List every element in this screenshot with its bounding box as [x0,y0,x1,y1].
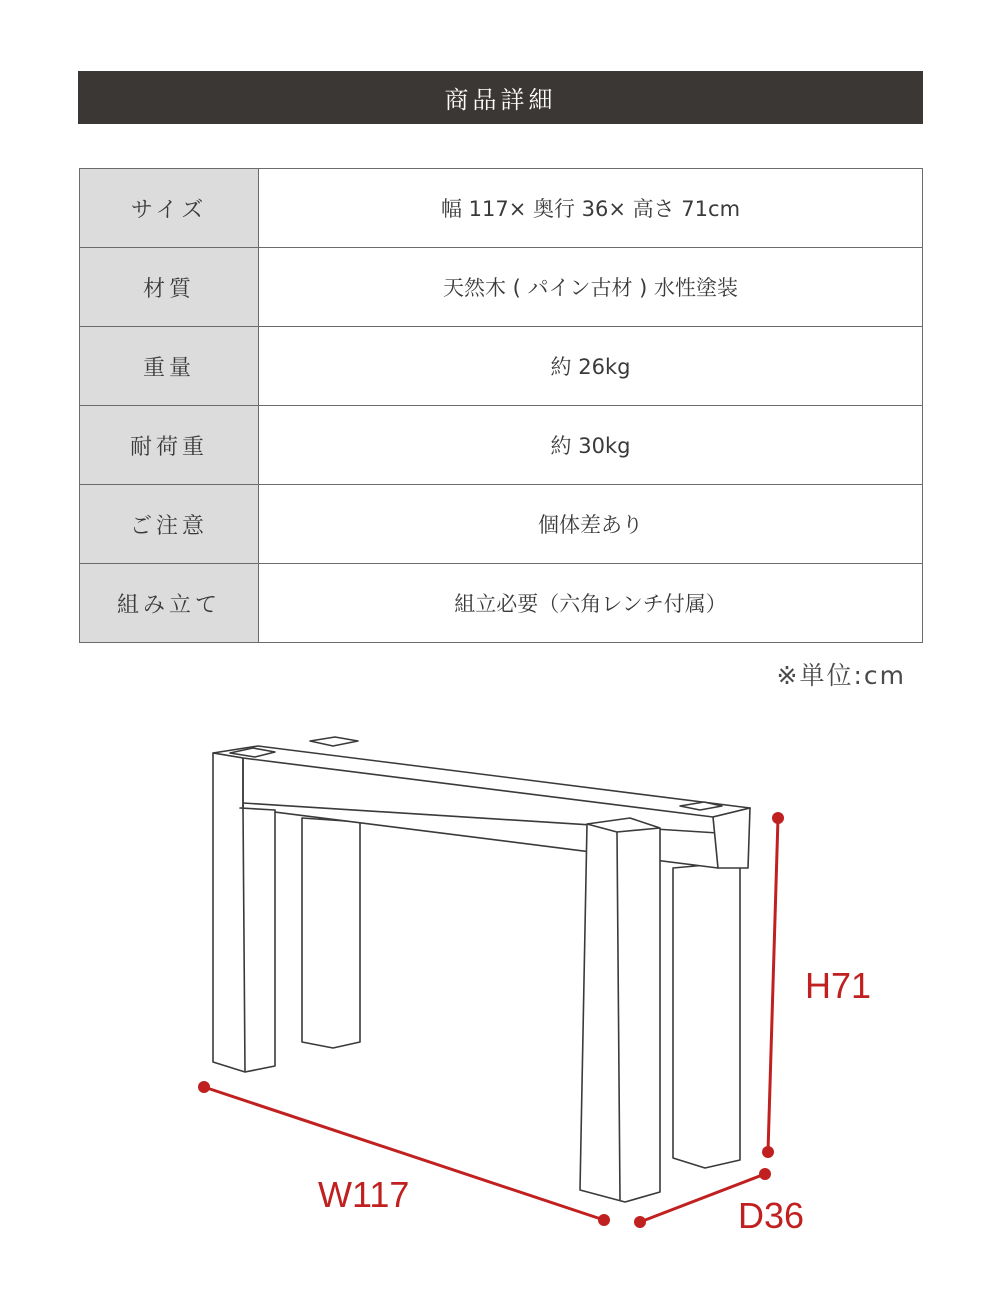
spec-value-size: 幅 117× 奥行 36× 高さ 71cm [259,169,923,248]
table-row [80,406,923,485]
spec-value-assembly: 組立必要（六角レンチ付属） [259,564,923,643]
table-illustration [0,700,1000,1311]
spec-label-weight: 重量 [80,327,259,406]
width-end-dot [598,1214,610,1226]
spec-label-assembly: 組み立て [80,564,259,643]
spec-label-caution: ご注意 [80,485,259,564]
spec-value-material: 天然木 ( パイン古材 ) 水性塗装 [259,248,923,327]
rear-left-leg [302,818,360,1048]
height-end-dot [762,1146,774,1158]
height-label: H71 [805,965,872,1006]
section-title: 商品詳細 [78,71,923,124]
unit-note: ※単位:cm [776,661,906,690]
table-row [80,169,923,248]
table-row [80,327,923,406]
right-end-post [713,808,750,868]
width-start-dot [198,1081,210,1093]
table-row [80,248,923,327]
depth-end-dot [759,1168,771,1180]
depth-label: D36 [738,1195,805,1236]
top-inlay-center [310,737,358,746]
spec-label-load: 耐荷重 [80,406,259,485]
spec-label-material: 材質 [80,248,259,327]
height-line [768,818,778,1152]
console-table-drawing [213,737,750,1202]
table-row [80,564,923,643]
spec-value-weight: 約 26kg [259,327,923,406]
spec-table [79,168,923,643]
spec-value-load: 約 30kg [259,406,923,485]
depth-start-dot [634,1216,646,1228]
spec-label-size: サイズ [80,169,259,248]
rear-right-leg [673,862,740,1168]
spec-value-caution: 個体差あり [259,485,923,564]
height-start-dot [772,812,784,824]
width-label: W117 [318,1174,410,1215]
table-row [80,485,923,564]
